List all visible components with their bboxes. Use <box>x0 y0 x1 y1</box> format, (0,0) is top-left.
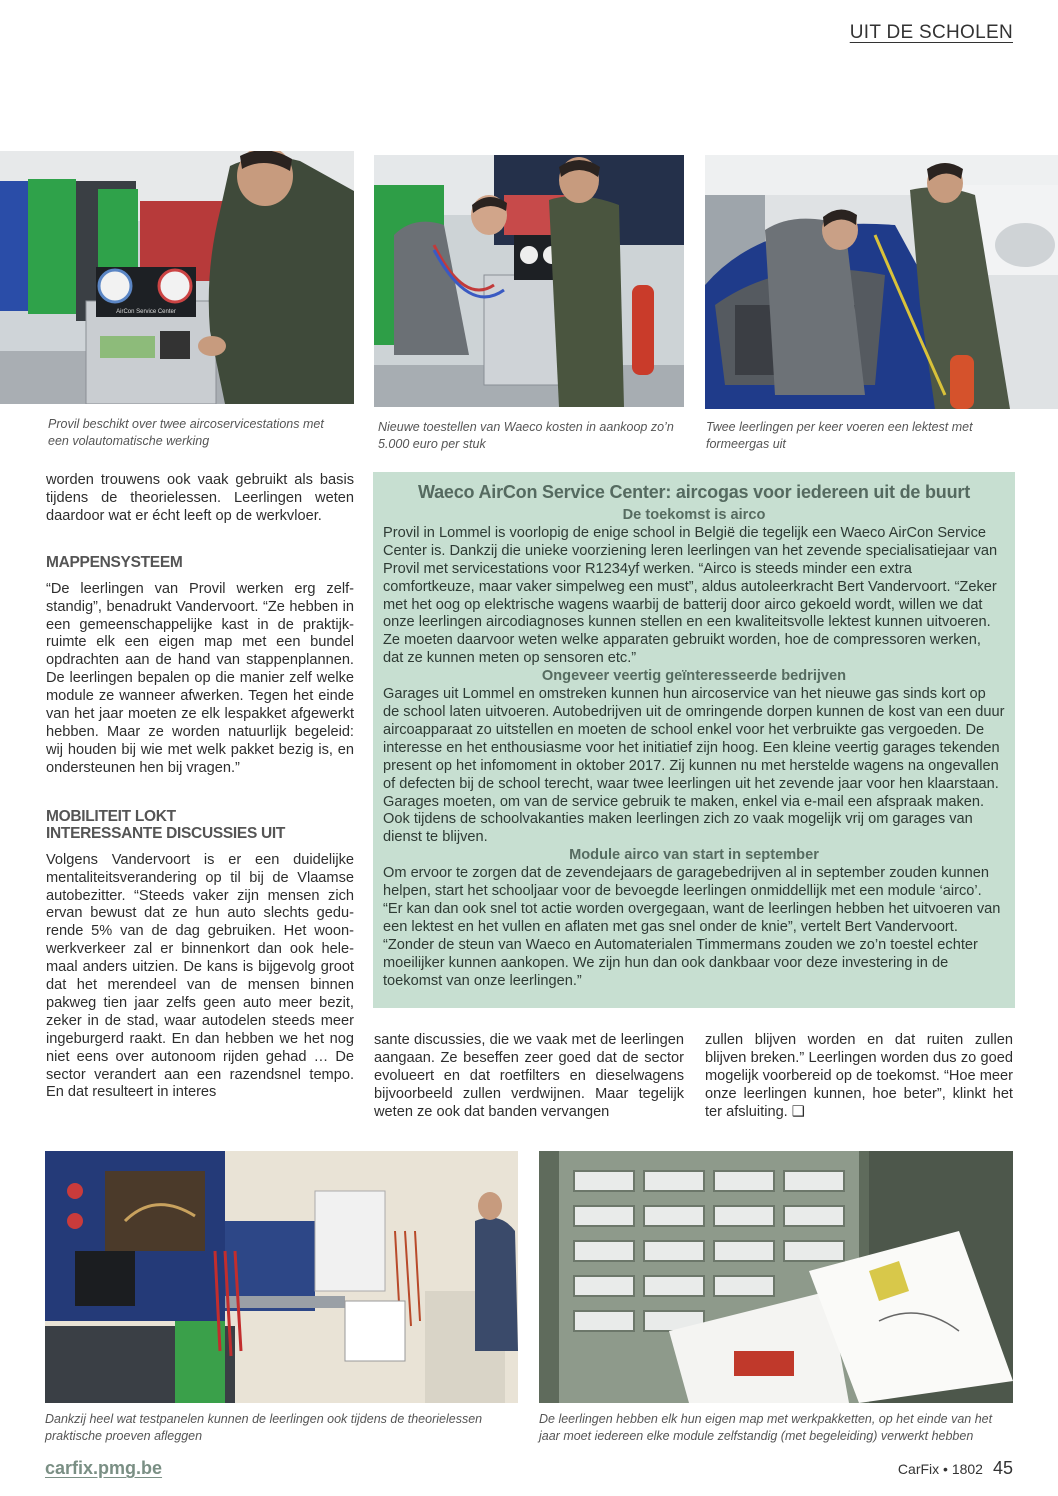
photo-new-waeco-units <box>374 155 684 407</box>
article-paragraph: worden trouwens ook vaak gebruikt als basis tijdens de theorielessen. Leerlingen weten daardoor wat er écht leeft op de werkvloer. <box>46 472 354 524</box>
subheading-line: MOBILITEIT LOKT <box>46 807 176 825</box>
footer-page-info <box>898 1458 1013 1479</box>
page-number: 45 <box>992 1458 1013 1478</box>
caption-top-left: Provil beschikt over twee aircoservicestations met een volautomatische werking <box>48 417 324 448</box>
info-box-paragraph: Om ervoor te zorgen dat de zevendejaars de garagebedrijven al in september zouden kunnen helpen, start het schooljaar voor de bevoegde leerlingen onmiddellijk met een module ‘airco’. “Er kan dan ook snel tot actie worden overgegaan, want de leerlingen hebben het uitvoeren van een lektest en het vullen en aflaten met gas snel onder de knie”, vertelt Bert Vandervoort. “Zonder de steun van Waeco en Automaterialen Timmermans zouden we zo’n toestel echter moeilijker kunnen aankopen. We zijn hun dan ook dankbaar voor deze investering in de toekomst van onze leerlingen.” <box>383 865 1001 989</box>
info-box-subheading: De toekomst is airco <box>622 507 766 523</box>
info-box-paragraph: Provil in Lommel is voorlopig de enige school in België die tegelijk een Waeco AirCon Service Center is. Dankzij die unieke voorziening leren leerlingen van het zevende specialisatiejaar van Provil met servicestations voor R1234yf werken. “Airco is steeds minder een extra comfortkeuze, maar vaker simpelweg een must”, aldus autoleerkracht Bert Vandervoort. “Zeker met het oog op elektrische wagens waarbij de batterij door airco gekoeld wordt, willen we dat onze leerlingen aircodiagnoses kunnen stellen en een kwaliteitsvolle lektest kunnen uitvoeren. Ze moeten daarvoor weten welke apparaten gebruikt worden, hoe de compressoren werken, dat ze kunnen meten op sensoren etc.” <box>383 524 998 667</box>
info-box-title: Waeco AirCon Service Center: aircogas voor iedereen uit de buurt <box>417 482 970 502</box>
machine-label: AirCon Service Center <box>116 309 176 315</box>
caption-bottom-left: Dankzij heel wat testpanelen kunnen de leerlingen ook tijdens de theorielessen praktische proeven afleggen <box>45 1412 483 1443</box>
caption-bottom-right: De leerlingen hebben elk hun eigen map met werkpakketten, op het einde van het jaar moet iedereen elke module zelfstandig (met begeleiding) verwerkt hebben <box>539 1412 993 1443</box>
photo-aircon-station <box>0 151 354 404</box>
photo-test-panels <box>45 1151 518 1403</box>
footer-magazine: CarFix • 1802 <box>897 1461 983 1477</box>
info-box-subheading: Ongeveer veertig geïnteresseerde bedrijven <box>541 668 847 685</box>
section-tag: UIT DE SCHOLEN <box>849 22 1013 43</box>
photo-leak-test <box>705 155 1058 409</box>
info-box-subheading: Module airco van start in september <box>569 847 819 864</box>
subheading-line: INTERESSANTE DISCUSSIES UIT <box>46 824 286 842</box>
article-column-middle <box>374 1032 684 1122</box>
subheading-mappensysteem: MAPPENSYSTEEM <box>46 553 183 571</box>
article-paragraph: Volgens Vandervoort is er een duidelijke mentaliteitsverandering op til bij de Vlaamse autobezitter. “Steeds vaker zijn mensen zich ervan bewust dat ze hun auto slechts gedurende 5% van de dag gebruiken. Het woonwerkverkeer zal er binnenkort dan ook helemaal anders uitzien. De kans is bijgevolg groot dat het merendeel van de mensen binnen pakweg tien jaar zelfs geen auto meer bezit, zeker in de stad, waar autodelen steeds meer ingeburgerd raakt. En dan hebben we het nog niet eens over autonoom rijden gehad … De sector verandert aan een razendsnel tempo. En dat resulteert in interes <box>46 851 354 1101</box>
info-box <box>373 472 1015 1008</box>
article-column-right <box>705 1032 1013 1122</box>
footer-site-link[interactable]: carfix.pmg.be <box>45 1458 163 1478</box>
subheading-mobiliteit <box>46 808 354 842</box>
caption-top-middle: Nieuwe toestellen van Waeco kosten in aankoop zo’n 5.000 euro per stuk <box>378 420 674 451</box>
article-paragraph: sante discussies, die we vaak met de leerlingen aangaan. Ze beseffen zeer goed dat de sector evolueert en dat roetfilters en dieselwagens bijvoorbeeld zullen verdwijnen. Maar tegelijk weten ze ook dat banden vervangen <box>374 1032 684 1120</box>
article-column-left <box>46 472 354 1102</box>
info-box-paragraph: Garages uit Lommel en omstreken kunnen hun aircoservice van het nieuwe gas sinds kort op de school laten uitvoeren. Autobedrijven uit de omringende dorpen kunnen de kost van een duur aircoapparaat zo uitstellen en moeten de school enkel voor het verbruikte gas vergoeden. De interesse en het enthousiasme voor het initiatief zijn hoog. Een kleine veertig garages tekenden present op het infomoment in oktober 2017. Zij kunnen nu met herstelde wagens na ongevallen of defecten bij de school terecht, waar twee leerlingen uit het zevende jaar voor hen klaarstaan. Garages moeten, om van de service gebruik te maken, enkel via e-mail een afspraak maken. Ook tijdens de schoolvakanties maken leerlingen zich zo vaak mogelijk vrij om garages van dienst te blijven. <box>383 686 1005 846</box>
article-paragraph: zullen blijven worden en dat ruiten zullen blijven breken.” Leerlingen worden dus zo goed mogelijk voorbereid op de toekomst. “Hoe meer onze leerlingen kunnen, hoe beter”, klinkt het ter afsluiting. ❑ <box>705 1032 1013 1120</box>
article-paragraph: “De leerlingen van Provil werken erg zelfstandig”, benadrukt Vandervoort. “Ze hebben in een gemeenschappelijke kast in de praktijkruimte elk een eigen map met een bundel opdrachten aan de hand van stappenplannen. De leerlingen bepalen op die manier zelf welke module ze wanneer afwerken. Tegen het einde van het jaar moeten ze elk lespakket afgewerkt hebben. Maar ze worden natuurlijk begeleid: wij houden bij wie met welk pakket bezig is, en ondersteunen hen bij vragen.” <box>46 580 354 776</box>
photo-work-folders <box>539 1151 1013 1403</box>
caption-top-right: Twee leerlingen per keer voeren een lektest met formeergas uit <box>706 420 973 451</box>
